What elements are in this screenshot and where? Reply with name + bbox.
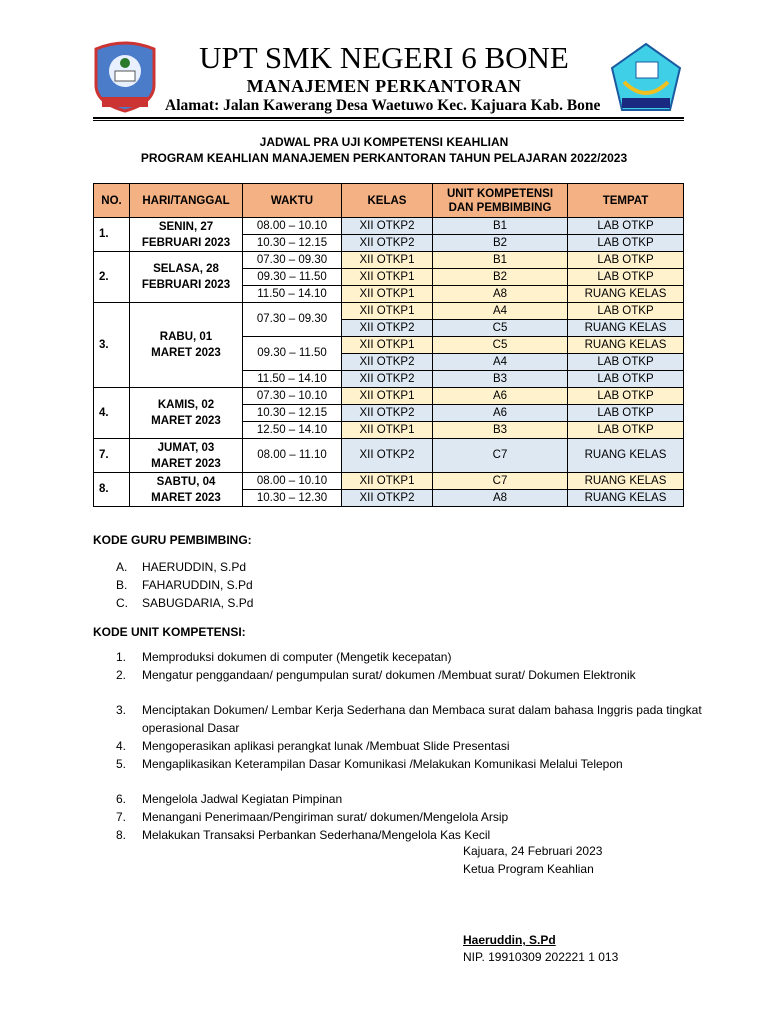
signature-nip: NIP. 19910309 202221 1 013 bbox=[463, 950, 619, 964]
time-slot: 10.30 – 12.15 bbox=[243, 235, 342, 252]
class-cell: XII OTKP2 bbox=[342, 439, 433, 473]
unit-cell: A8 bbox=[433, 286, 568, 303]
day-name: SENIN, 27 bbox=[158, 220, 214, 233]
guru-heading: KODE GURU PEMBIMBING: bbox=[93, 533, 252, 547]
column-header: HARI/TANGGAL bbox=[130, 184, 243, 218]
day-name: SELASA, 28 bbox=[153, 263, 219, 275]
header-rule bbox=[93, 117, 684, 119]
unit-cell: B2 bbox=[433, 269, 568, 286]
time-slot: 07.30 – 09.30 bbox=[243, 303, 342, 337]
unit-cell: A6 bbox=[433, 405, 568, 422]
day-month-year: MARET 2023 bbox=[151, 415, 221, 427]
day-date bbox=[130, 388, 243, 439]
signature-place-date: Kajuara, 24 Februari 2023 bbox=[463, 844, 603, 858]
class-cell: XII OTKP2 bbox=[342, 354, 433, 371]
class-cell: XII OTKP1 bbox=[342, 286, 433, 303]
signature-role: Ketua Program Keahlian bbox=[463, 862, 594, 876]
list-text: Mengelola Jadwal Kegiatan Pimpinan bbox=[142, 792, 343, 807]
unit-heading: KODE UNIT KOMPETENSI: bbox=[93, 625, 246, 639]
class-cell: XII OTKP1 bbox=[342, 388, 433, 405]
table-row bbox=[94, 252, 684, 269]
list-marker: B. bbox=[116, 578, 128, 592]
place-cell: RUANG KELAS bbox=[568, 337, 684, 354]
schedule-subtitle: PROGRAM KEAHLIAN MANAJEMEN PERKANTORAN TAHUN PELAJARAN 2022/2023 bbox=[140, 151, 628, 165]
unit-cell: A4 bbox=[433, 303, 568, 320]
day-number: 1. bbox=[94, 218, 130, 252]
list-text: FAHARUDDIN, S.Pd bbox=[142, 578, 253, 592]
place-cell: LAB OTKP bbox=[568, 388, 684, 405]
unit-cell: C7 bbox=[433, 439, 568, 473]
unit-cell: C7 bbox=[433, 473, 568, 490]
time-slot: 08.00 – 11.10 bbox=[243, 439, 342, 473]
place-cell: RUANG KELAS bbox=[568, 490, 684, 507]
list-marker: 8. bbox=[116, 828, 127, 842]
place-cell: RUANG KELAS bbox=[568, 439, 684, 473]
schedule-title: JADWAL PRA UJI KOMPETENSI KEAHLIAN bbox=[259, 135, 509, 149]
list-marker: 1. bbox=[116, 650, 127, 664]
time-slot: 08.00 – 10.10 bbox=[243, 473, 342, 490]
place-cell: LAB OTKP bbox=[568, 405, 684, 422]
class-cell: XII OTKP2 bbox=[342, 218, 433, 235]
class-cell: XII OTKP1 bbox=[342, 473, 433, 490]
unit-cell: B3 bbox=[433, 422, 568, 439]
unit-cell: B1 bbox=[433, 252, 568, 269]
place-cell: LAB OTKP bbox=[568, 371, 684, 388]
schedule-table bbox=[93, 183, 684, 507]
class-cell: XII OTKP2 bbox=[342, 235, 433, 252]
column-header: WAKTU bbox=[243, 184, 342, 218]
place-cell: LAB OTKP bbox=[568, 235, 684, 252]
list-text: SABUGDARIA, S.Pd bbox=[142, 596, 254, 610]
class-cell: XII OTKP1 bbox=[342, 269, 433, 286]
list-text: HAERUDDIN, S.Pd bbox=[142, 560, 247, 574]
time-slot: 08.00 – 10.10 bbox=[243, 218, 342, 235]
day-name: SABTU, 04 bbox=[156, 475, 216, 488]
list-text: Menciptakan Dokumen/ Lembar Kerja Sederhana dan Membaca surat dalam bahasa Inggris pada tingkat operasional Dasar bbox=[142, 703, 702, 735]
place-cell: LAB OTKP bbox=[568, 303, 684, 320]
table-row bbox=[94, 303, 684, 320]
day-number: 2. bbox=[94, 252, 130, 303]
unit-cell: A4 bbox=[433, 354, 568, 371]
day-number: 8. bbox=[94, 473, 130, 507]
list-marker: 6. bbox=[116, 792, 127, 807]
place-cell: LAB OTKP bbox=[568, 252, 684, 269]
day-date bbox=[130, 303, 243, 388]
time-slot: 10.30 – 12.30 bbox=[243, 490, 342, 507]
time-slot: 07.30 – 10.10 bbox=[243, 388, 342, 405]
column-header: NO. bbox=[94, 184, 130, 218]
table-row bbox=[94, 473, 684, 490]
unit-cell: C5 bbox=[433, 337, 568, 354]
signature-name: Haeruddin, S.Pd bbox=[463, 933, 556, 947]
list-marker: 4. bbox=[116, 739, 127, 753]
day-month-year: MARET 2023 bbox=[151, 347, 221, 359]
list-marker: 3. bbox=[116, 703, 127, 718]
list-text: Menangani Penerimaan/Pengiriman surat/ dokumen/Mengelola Arsip bbox=[142, 810, 509, 825]
school-address: Alamat: Jalan Kawerang Desa Waetuwo Kec. Kajuara Kab. Bone bbox=[165, 97, 601, 114]
time-slot: 10.30 – 12.15 bbox=[243, 405, 342, 422]
column-header: KELAS bbox=[342, 184, 433, 218]
list-text: Mengoperasikan aplikasi perangkat lunak /Membuat Slide Presentasi bbox=[142, 739, 510, 753]
day-number: 4. bbox=[94, 388, 130, 439]
table-row bbox=[94, 388, 684, 405]
class-cell: XII OTKP2 bbox=[342, 490, 433, 507]
day-date bbox=[130, 439, 243, 473]
department-name: MANAJEMEN PERKANTORAN bbox=[246, 76, 522, 96]
time-slot: 12.50 – 14.10 bbox=[243, 422, 342, 439]
day-name: RABU, 01 bbox=[159, 331, 213, 343]
place-cell: RUANG KELAS bbox=[568, 473, 684, 490]
day-month-year: MARET 2023 bbox=[151, 457, 221, 470]
day-number: 3. bbox=[94, 303, 130, 388]
day-name: KAMIS, 02 bbox=[157, 399, 215, 411]
list-text: Mengaplikasikan Keterampilan Dasar Komunikasi /Melakukan Komunikasi Melalui Telepon bbox=[142, 756, 623, 771]
list-text: Memproduksi dokumen di computer (Mengetik kecepatan) bbox=[142, 650, 452, 664]
list-text: Mengatur penggandaan/ pengumpulan surat/ dokumen /Membuat surat/ Dokumen Elektronik bbox=[142, 667, 636, 682]
place-cell: LAB OTKP bbox=[568, 422, 684, 439]
unit-cell: A6 bbox=[433, 388, 568, 405]
place-cell: LAB OTKP bbox=[568, 269, 684, 286]
unit-cell: B2 bbox=[433, 235, 568, 252]
time-slot: 11.50 – 14.10 bbox=[243, 286, 342, 303]
header-rule-thin bbox=[93, 120, 684, 121]
place-cell: RUANG KELAS bbox=[568, 320, 684, 337]
time-slot: 07.30 – 09.30 bbox=[243, 252, 342, 269]
day-date bbox=[130, 218, 243, 252]
class-cell: XII OTKP2 bbox=[342, 405, 433, 422]
day-month-year: FEBRUARI 2023 bbox=[141, 236, 231, 249]
school-name: UPT SMK NEGERI 6 BONE bbox=[199, 40, 569, 75]
class-cell: XII OTKP1 bbox=[342, 422, 433, 439]
place-cell: LAB OTKP bbox=[568, 218, 684, 235]
unit-cell: B1 bbox=[433, 218, 568, 235]
unit-cell: C5 bbox=[433, 320, 568, 337]
time-slot: 09.30 – 11.50 bbox=[243, 337, 342, 371]
list-marker: A. bbox=[116, 560, 128, 574]
day-number: 7. bbox=[94, 439, 130, 473]
time-slot: 11.50 – 14.10 bbox=[243, 371, 342, 388]
list-marker: 7. bbox=[116, 810, 127, 825]
class-cell: XII OTKP1 bbox=[342, 252, 433, 269]
table-row bbox=[94, 439, 684, 473]
day-date bbox=[130, 473, 243, 507]
place-cell: LAB OTKP bbox=[568, 354, 684, 371]
day-month-year: FEBRUARI 2023 bbox=[141, 279, 231, 291]
class-cell: XII OTKP2 bbox=[342, 320, 433, 337]
list-marker: 5. bbox=[116, 756, 127, 771]
class-cell: XII OTKP1 bbox=[342, 303, 433, 320]
place-cell: RUANG KELAS bbox=[568, 286, 684, 303]
column-header: UNIT KOMPETENSI DAN PEMBIMBING bbox=[433, 184, 568, 218]
day-date bbox=[130, 252, 243, 303]
day-month-year: MARET 2023 bbox=[151, 491, 221, 504]
list-marker: 2. bbox=[116, 667, 127, 682]
class-cell: XII OTKP1 bbox=[342, 337, 433, 354]
day-name: JUMAT, 03 bbox=[157, 441, 215, 454]
table-row bbox=[94, 218, 684, 235]
unit-cell: A8 bbox=[433, 490, 568, 507]
time-slot: 09.30 – 11.50 bbox=[243, 269, 342, 286]
list-text: Melakukan Transaksi Perbankan Sederhana/Mengelola Kas Kecil bbox=[142, 828, 491, 842]
column-header: TEMPAT bbox=[568, 184, 684, 218]
class-cell: XII OTKP2 bbox=[342, 371, 433, 388]
unit-cell: B3 bbox=[433, 371, 568, 388]
list-marker: C. bbox=[116, 596, 128, 610]
